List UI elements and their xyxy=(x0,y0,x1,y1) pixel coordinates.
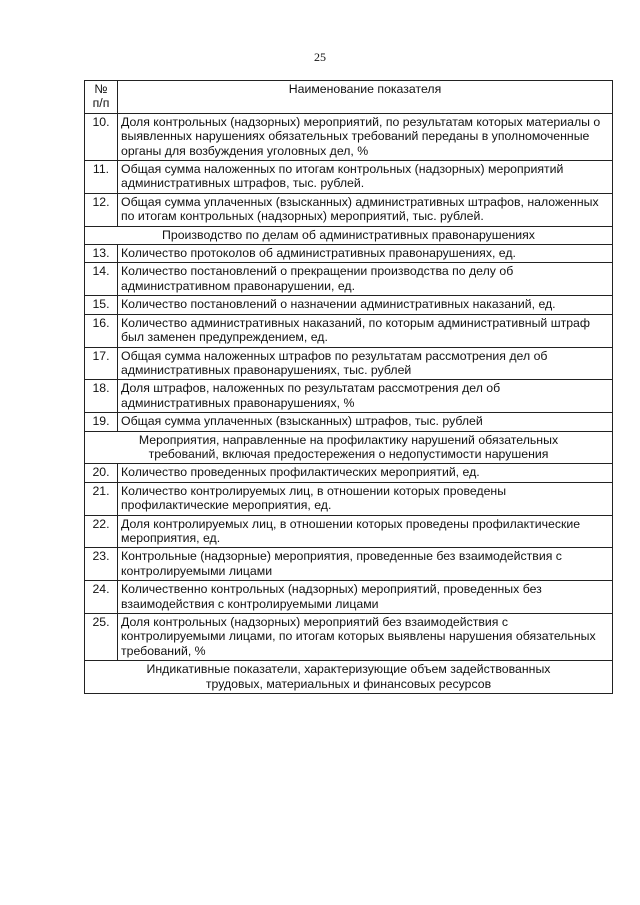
row-number: 16. xyxy=(85,314,118,347)
section-heading-line: требований, включая предостережения о недопустимости нарушения xyxy=(148,446,549,461)
indicator-text: Общая сумма уплаченных (взысканных) административных штрафов, наложенных по итогам контрольных (надзорных) мероприятий, тыс. рублей. xyxy=(118,193,613,226)
row-number: 14. xyxy=(85,263,118,296)
row-number: 20. xyxy=(85,464,118,482)
row-number: 11. xyxy=(85,161,118,194)
indicator-text: Количество протоколов об административных правонарушениях, ед. xyxy=(118,245,613,263)
row-number: 17. xyxy=(85,347,118,380)
row-number: 21. xyxy=(85,482,118,515)
table-row xyxy=(85,581,613,614)
section-heading-line: трудовых, материальных и финансовых ресурсов xyxy=(205,676,492,691)
row-number: 10. xyxy=(85,113,118,160)
indicator-text: Количество контролируемых лиц, в отношении которых проведены профилактические мероприятия, ед. xyxy=(118,482,613,515)
column-header-number-line1: № xyxy=(94,82,108,96)
section-row xyxy=(85,226,613,244)
table-header-row xyxy=(85,81,613,114)
indicator-text: Количество постановлений о назначении административных наказаний, ед. xyxy=(118,296,613,314)
column-header-number xyxy=(85,81,118,114)
column-header-indicator-name: Наименование показателя xyxy=(118,81,613,114)
table-row xyxy=(85,548,613,581)
row-number: 13. xyxy=(85,245,118,263)
table-row xyxy=(85,113,613,160)
indicator-text: Количество административных наказаний, по которым административный штраф был заменен предупреждением, ед. xyxy=(118,314,613,347)
page-number: 25 xyxy=(314,50,326,64)
indicator-text: Доля контролируемых лиц, в отношении которых проведены профилактические мероприятия, ед. xyxy=(118,515,613,548)
section-row xyxy=(85,661,613,694)
section-heading xyxy=(85,431,613,464)
section-row xyxy=(85,431,613,464)
row-number: 15. xyxy=(85,296,118,314)
table-row xyxy=(85,193,613,226)
indicator-text: Доля штрафов, наложенных по результатам рассмотрения дел об административных правонарушениях, % xyxy=(118,380,613,413)
indicator-text: Общая сумма наложенных штрафов по результатам рассмотрения дел об административных правонарушениях, тыс. рублей xyxy=(118,347,613,380)
row-number: 18. xyxy=(85,380,118,413)
table-row xyxy=(85,245,613,263)
row-number: 25. xyxy=(85,614,118,661)
table-row xyxy=(85,296,613,314)
row-number: 22. xyxy=(85,515,118,548)
table-row xyxy=(85,464,613,482)
section-heading-line: Индикативные показатели, характеризующие объем задействованных xyxy=(146,662,551,677)
column-header-number-line2: п/п xyxy=(92,96,110,111)
indicator-text: Количество проведенных профилактических мероприятий, ед. xyxy=(118,464,613,482)
row-number: 12. xyxy=(85,193,118,226)
row-number: 23. xyxy=(85,548,118,581)
table-row xyxy=(85,515,613,548)
table-row xyxy=(85,263,613,296)
table-row xyxy=(85,347,613,380)
section-heading xyxy=(85,661,613,694)
table-row xyxy=(85,161,613,194)
section-heading-line: Производство по делам об административных правонарушениях xyxy=(162,227,535,242)
indicator-text: Общая сумма наложенных по итогам контрольных (надзорных) мероприятий административных штрафов, тыс. рублей. xyxy=(118,161,613,194)
indicator-text: Количество постановлений о прекращении производства по делу об административном правонарушении, ед. xyxy=(118,263,613,296)
indicators-table xyxy=(84,80,613,694)
table-row xyxy=(85,413,613,431)
indicator-text: Доля контрольных (надзорных) мероприятий без взаимодействия с контролируемыми лицами, по итогам которых выявлены нарушения обязательных требований, % xyxy=(118,614,613,661)
table-row xyxy=(85,314,613,347)
section-heading xyxy=(85,226,613,244)
section-heading-line: Мероприятия, направленные на профилактику нарушений обязательных xyxy=(138,432,559,447)
indicator-text: Контрольные (надзорные) мероприятия, проведенные без взаимодействия с контролируемыми лицами xyxy=(118,548,613,581)
indicator-text: Общая сумма уплаченных (взысканных) штрафов, тыс. рублей xyxy=(118,413,613,431)
row-number: 24. xyxy=(85,581,118,614)
table-row xyxy=(85,614,613,661)
table-row xyxy=(85,482,613,515)
table-row xyxy=(85,380,613,413)
indicator-text: Количественно контрольных (надзорных) мероприятий, проведенных без взаимодействия с контролируемыми лицами xyxy=(118,581,613,614)
row-number: 19. xyxy=(85,413,118,431)
indicator-text: Доля контрольных (надзорных) мероприятий, по результатам которых материалы о выявленных нарушениях обязательных требований переданы в уполномоченные органы для возбуждения уголовных дел, % xyxy=(118,113,613,160)
